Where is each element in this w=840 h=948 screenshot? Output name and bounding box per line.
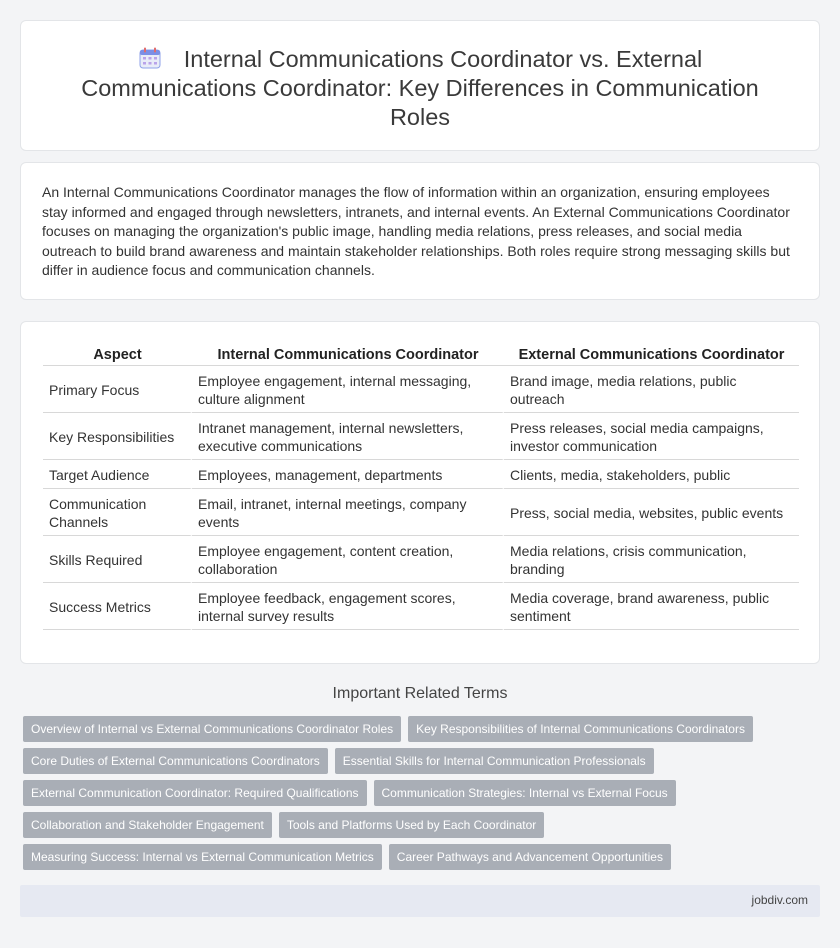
page-title-text: Internal Communications Coordinator vs. External Communications Coordinator: Key Differences in Communication Roles: [81, 46, 759, 130]
table-cell-external: Brand image, media relations, public outreach: [504, 366, 799, 413]
header-external: External Communications Coordinator: [504, 344, 799, 366]
table-row: [43, 536, 799, 583]
table-cell-external: Media relations, crisis communication, branding: [504, 536, 799, 583]
table-cell-internal: Employee engagement, content creation, collaboration: [192, 536, 504, 583]
related-term-tag[interactable]: Measuring Success: Internal vs External Communication Metrics: [23, 844, 382, 870]
related-terms-heading: Important Related Terms: [332, 685, 508, 702]
intro-paragraph: An Internal Communications Coordinator manages the flow of information within an organization, ensuring employees stay informed and engaged through newsletters, intranets, and internal events. An External Communications Coordinator focuses on managing the organization's public image, handling media relations, press releases, and social media outreach to build brand awareness and maintain stakeholder relationships. Both roles require strong messaging skills but differ in audience focus and communication channels.: [42, 184, 790, 279]
header-aspect: Aspect: [43, 344, 192, 366]
table-cell-aspect: Skills Required: [43, 536, 192, 583]
table-cell-internal: Employee feedback, engagement scores, internal survey results: [192, 583, 504, 630]
related-term-tag[interactable]: External Communication Coordinator: Required Qualifications: [23, 780, 367, 806]
related-term-tag[interactable]: Collaboration and Stakeholder Engagement: [23, 812, 272, 838]
related-term-tag[interactable]: Overview of Internal vs External Communications Coordinator Roles: [23, 716, 401, 742]
related-term-tag[interactable]: Key Responsibilities of Internal Communications Coordinators: [408, 716, 753, 742]
related-term-tag[interactable]: Essential Skills for Internal Communication Professionals: [335, 748, 654, 774]
comparison-table: [43, 344, 799, 630]
intro-card: [20, 162, 820, 300]
page-title: [61, 45, 779, 132]
table-cell-external: Press releases, social media campaigns, investor communication: [504, 413, 799, 460]
table-cell-aspect: Target Audience: [43, 460, 192, 489]
footer-site-link[interactable]: jobdiv.com: [751, 893, 808, 907]
related-term-tag[interactable]: Tools and Platforms Used by Each Coordinator: [279, 812, 544, 838]
footer: [20, 885, 820, 917]
table-cell-external: Clients, media, stakeholders, public: [504, 460, 799, 489]
table-cell-aspect: Communication Channels: [43, 489, 192, 536]
table-row: [43, 489, 799, 536]
table-cell-aspect: Success Metrics: [43, 583, 192, 630]
title-card: [20, 20, 820, 151]
table-cell-external: Media coverage, brand awareness, public sentiment: [504, 583, 799, 630]
related-term-tag[interactable]: Core Duties of External Communications Coordinators: [23, 748, 328, 774]
calendar-icon: [138, 46, 162, 70]
table-row: [43, 366, 799, 413]
table-cell-internal: Employees, management, departments: [192, 460, 504, 489]
table-cell-external: Press, social media, websites, public events: [504, 489, 799, 536]
related-term-tag[interactable]: Communication Strategies: Internal vs External Focus: [374, 780, 676, 806]
table-row: [43, 460, 799, 489]
table-cell-aspect: Primary Focus: [43, 366, 192, 413]
comparison-card: [20, 321, 820, 664]
header-internal: Internal Communications Coordinator: [192, 344, 504, 366]
table-cell-internal: Intranet management, internal newsletters, executive communications: [192, 413, 504, 460]
table-row: [43, 583, 799, 630]
table-header-row: [43, 344, 799, 366]
related-term-tag[interactable]: Career Pathways and Advancement Opportunities: [389, 844, 671, 870]
related-terms-list: [23, 716, 823, 876]
table-cell-internal: Employee engagement, internal messaging, culture alignment: [192, 366, 504, 413]
table-cell-aspect: Key Responsibilities: [43, 413, 192, 460]
table-cell-internal: Email, intranet, internal meetings, company events: [192, 489, 504, 536]
table-row: [43, 413, 799, 460]
